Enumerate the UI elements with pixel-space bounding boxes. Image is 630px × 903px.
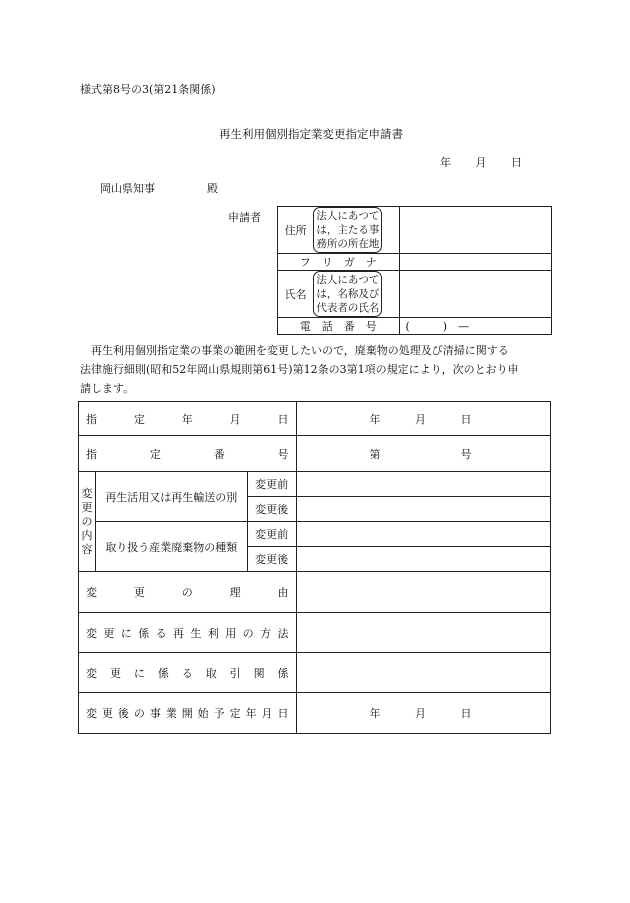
- waste-type-before-label: 変更前: [247, 522, 296, 547]
- transaction-field[interactable]: [296, 653, 550, 693]
- start-day: 日: [460, 707, 472, 720]
- furigana-field[interactable]: [399, 254, 551, 271]
- designation-date-field[interactable]: [296, 402, 550, 436]
- name-label: 氏名: [278, 271, 314, 318]
- date-day-label: 日: [511, 156, 522, 169]
- address-label: 住所: [278, 207, 314, 254]
- address-note: [313, 207, 399, 254]
- reuse-type-label: 再生活用又は再生輸送の別: [95, 472, 247, 522]
- address-note-line-1: 法人にあつて: [316, 210, 380, 222]
- designation-number-field[interactable]: [296, 436, 550, 472]
- designation-year: 年: [369, 412, 381, 426]
- reuse-type-after-field[interactable]: [296, 497, 550, 522]
- furigana-label: フ リ ガ ナ: [278, 254, 400, 271]
- reuse-method-field[interactable]: [296, 613, 550, 653]
- name-note-line-3: 代表者の氏名: [316, 302, 380, 314]
- phone-label: 電 話 番 号: [278, 318, 400, 335]
- date-line: [440, 154, 522, 170]
- phone-field[interactable]: ( ) —: [399, 318, 551, 335]
- reuse-type-before-label: 変更前: [247, 472, 296, 497]
- change-content-label: 変 更 の 内 容: [79, 472, 96, 572]
- reuse-method-label: 変 更 に 係 る 再 生 利 用 の 方 法: [79, 613, 297, 653]
- reuse-type-after-label: 変更後: [247, 497, 296, 522]
- applicant-table: [277, 206, 552, 335]
- address-note-line-2: は，主たる事: [316, 224, 380, 236]
- name-field[interactable]: [399, 271, 551, 318]
- start-year: 年: [369, 707, 381, 720]
- body-text-line-2: 法律施行細則(昭和52年岡山県規則第61号)第12条の3第1項の規定により，次のとおり申: [80, 363, 519, 376]
- name-note-line-1: 法人にあつて: [316, 274, 380, 286]
- date-year-label: 年: [440, 156, 451, 169]
- name-note-line-2: は，名称及び: [316, 288, 380, 300]
- start-date-field[interactable]: [296, 693, 550, 734]
- change-reason-label: 変 更 の 理 由: [79, 572, 297, 613]
- honorific: 殿: [207, 182, 218, 195]
- addressee: 岡山県知事: [100, 182, 155, 195]
- waste-type-label: 取り扱う産業廃棄物の種類: [95, 522, 247, 572]
- designation-date-label: 指 定 年 月 日: [79, 402, 297, 436]
- waste-type-before-field[interactable]: [296, 522, 550, 547]
- designation-day: 日: [460, 412, 472, 426]
- date-month-label: 月: [475, 156, 487, 169]
- transaction-label: 変 更 に 係 る 取 引 関 係: [79, 653, 297, 693]
- reuse-type-before-field[interactable]: [296, 472, 550, 497]
- document-title: 再生利用個別指定業変更指定申請書: [219, 127, 403, 141]
- body-text-line-1: 再生利用個別指定業の事業の範囲を変更したいので，廃棄物の処理及び清掃に関する: [80, 344, 509, 357]
- name-note: [313, 271, 399, 318]
- change-reason-field[interactable]: [296, 572, 550, 613]
- change-application-table: [78, 401, 551, 734]
- address-field[interactable]: [399, 207, 551, 254]
- designation-number-suffix: 号: [460, 447, 472, 461]
- designation-number-prefix: 第: [369, 447, 381, 461]
- start-month: 月: [415, 707, 427, 720]
- designation-number-label: 指 定 番 号: [79, 436, 297, 472]
- body-text: [80, 341, 519, 398]
- start-date-label: 変 更 後 の 事 業 開 始 予 定 年 月 日: [79, 693, 297, 734]
- designation-month: 月: [415, 412, 427, 426]
- form-number: 様式第8号の3(第21条関係): [80, 83, 216, 96]
- waste-type-after-label: 変更後: [247, 547, 296, 572]
- waste-type-after-field[interactable]: [296, 547, 550, 572]
- applicant-label: 申請者: [228, 211, 261, 224]
- address-note-line-3: 務所の所在地: [316, 238, 380, 250]
- body-text-line-3: 請します。: [80, 382, 135, 395]
